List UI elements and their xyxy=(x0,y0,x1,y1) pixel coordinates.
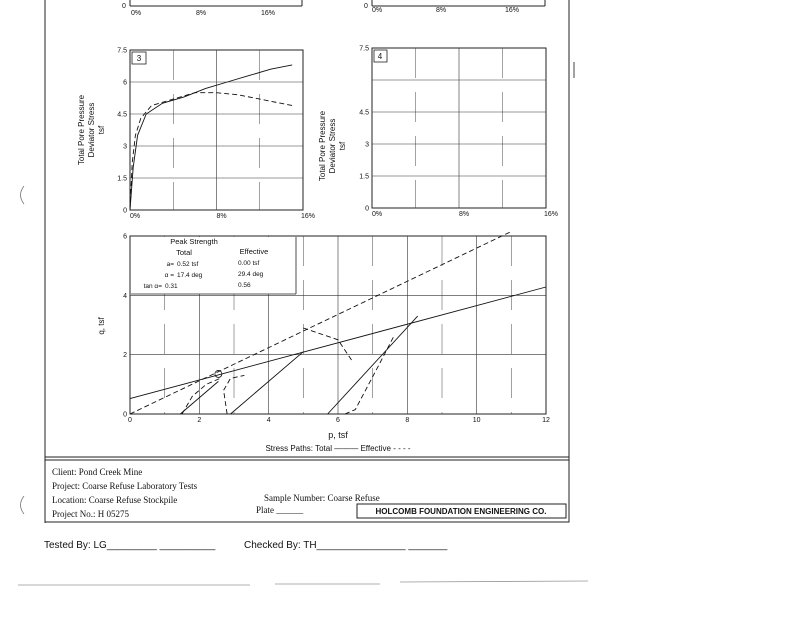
peak-strength-row-3-effective: 0.56 xyxy=(238,282,251,289)
footer-rule-3 xyxy=(400,581,588,582)
x-tick-label: 16% xyxy=(543,211,559,218)
x-tick-label: 12 xyxy=(542,417,550,424)
plate-text: Plate ______ xyxy=(256,505,304,515)
top-left-x-tick-2: 16% xyxy=(260,10,276,17)
panel-3-ylabel-line-3: tsf xyxy=(97,125,106,135)
peak-strength-row-3-label: tan α= xyxy=(143,283,162,290)
company-name: HOLCOMB FOUNDATION ENGINEERING CO. xyxy=(375,507,547,516)
peak-strength-total-header: Total xyxy=(176,248,192,257)
peak-strength-title: Peak Strength xyxy=(170,237,218,246)
tested-by-line xyxy=(44,540,215,551)
peak-strength-row-3-total: 0.31 xyxy=(165,283,178,290)
client-text: Client: Pond Creek Mine xyxy=(52,467,143,477)
top-left-x-tick-1: 8% xyxy=(195,10,207,17)
x-tick-label: 8% xyxy=(458,211,470,218)
y-tick-label: 0 xyxy=(365,205,369,213)
peak-strength-row-2-label: α = xyxy=(164,272,174,279)
peak-strength-effective-header: Effective xyxy=(239,247,269,256)
stress-path-effective-3-line xyxy=(345,337,394,414)
panel-4-ticks xyxy=(359,46,558,219)
y-tick-label: 1.5 xyxy=(359,173,369,181)
top-right-x-tick-0: 0% xyxy=(371,7,383,14)
x-tick-label: 16% xyxy=(300,213,316,220)
x-tick-label: 8 xyxy=(405,417,410,424)
stress-paths-legend: Stress Paths: Total ——— Effective - - - - xyxy=(265,444,411,453)
top-right-x-tick-2: 16% xyxy=(504,7,520,14)
tested-by-blank: _________ __________ xyxy=(106,540,216,551)
panel-4-label: 4 xyxy=(377,52,383,61)
stress-path-ylabel: q, tsf xyxy=(97,317,106,335)
y-tick-label: 2 xyxy=(123,352,127,360)
top-left-y-tick: 0 xyxy=(122,3,126,10)
panel-4-ylabel-line-2: Deviator Stress xyxy=(328,118,337,174)
x-tick-label: 2 xyxy=(197,417,202,424)
hole-punch-mark-2 xyxy=(21,496,25,514)
peak-strength-row-1-label: a= xyxy=(166,261,174,268)
panel-3-label: 3 xyxy=(136,54,142,63)
scan-marks xyxy=(18,186,588,585)
y-tick-label: 0 xyxy=(123,411,127,419)
panel-4-ylabel xyxy=(318,110,347,181)
peak-strength-row-1-effective: 0.00 tsf xyxy=(238,260,260,267)
panel-3-ylabel xyxy=(77,94,106,165)
y-tick-label: 1.5 xyxy=(117,175,127,183)
y-tick-label: 7.5 xyxy=(117,47,127,55)
peak-strength-row-1-total: 0.52 tsf xyxy=(177,261,199,268)
y-tick-label: 6 xyxy=(123,79,127,87)
stress-path-effective-4-line xyxy=(303,328,352,361)
x-tick-label: 8% xyxy=(216,213,227,220)
x-tick-label: 0% xyxy=(371,211,383,218)
top-left-x-tick-0: 0% xyxy=(130,10,142,17)
top-right-panel xyxy=(364,0,545,14)
panel-4-ylabel-line-3: tsf xyxy=(338,141,347,151)
info-box xyxy=(45,457,569,522)
panel-4-grid xyxy=(372,48,546,208)
series-0-line xyxy=(130,65,292,210)
panel-3-grid xyxy=(130,50,303,210)
panel-3-ylabel-line-2: Deviator Stress xyxy=(87,102,96,158)
panel-3-ylabel-line-1: Total Pore Pressure xyxy=(77,94,86,166)
series-1-line xyxy=(130,93,292,210)
y-tick-label: 4.5 xyxy=(359,109,369,117)
top-right-x-tick-1: 8% xyxy=(435,7,447,14)
stress-path-panel xyxy=(97,232,550,454)
x-tick-label: 0% xyxy=(129,213,141,220)
y-tick-label: 4 xyxy=(123,292,127,300)
top-left-panel xyxy=(122,0,302,17)
checked-by-blank: ________________ _______ xyxy=(316,540,448,551)
stress-path-xlabel: p, tsf xyxy=(328,430,348,440)
y-tick-label: 3 xyxy=(123,143,127,151)
x-tick-label: 6 xyxy=(336,417,340,424)
tested-by-text: Tested By: LG xyxy=(44,540,107,551)
x-tick-label: 0 xyxy=(128,417,132,424)
panel-3-deviator-stress xyxy=(77,48,315,221)
panel-4-ylabel-line-1: Total Pore Pressure xyxy=(318,110,327,182)
project-text: Project: Coarse Refuse Laboratory Tests xyxy=(52,481,198,491)
panel-3-ticks xyxy=(117,48,315,221)
hole-punch-mark-1 xyxy=(21,186,25,204)
x-tick-label: 10 xyxy=(472,417,481,424)
top-right-y-tick: 0 xyxy=(364,3,368,10)
y-tick-label: 6 xyxy=(123,233,127,241)
y-tick-label: 4.5 xyxy=(117,111,127,119)
y-tick-label: 7.5 xyxy=(359,45,369,53)
peak-strength-row-2-total: 17.4 deg xyxy=(177,272,203,279)
panel-3-series xyxy=(130,65,292,210)
peak-strength-row-2-effective: 29.4 deg xyxy=(238,271,264,278)
location-text: Location: Coarse Refuse Stockpile xyxy=(52,495,178,505)
x-tick-label: 4 xyxy=(266,417,271,424)
project-number-text: Project No.: H 05275 xyxy=(52,509,129,519)
y-tick-label: 3 xyxy=(365,141,369,149)
checked-by-line xyxy=(244,540,447,551)
panel-4-deviator-stress xyxy=(318,46,558,219)
y-tick-label: 0 xyxy=(123,207,127,215)
sample-number-text: Sample Number: Coarse Refuse xyxy=(264,493,380,503)
checked-by-text: Checked By: TH xyxy=(244,540,317,551)
